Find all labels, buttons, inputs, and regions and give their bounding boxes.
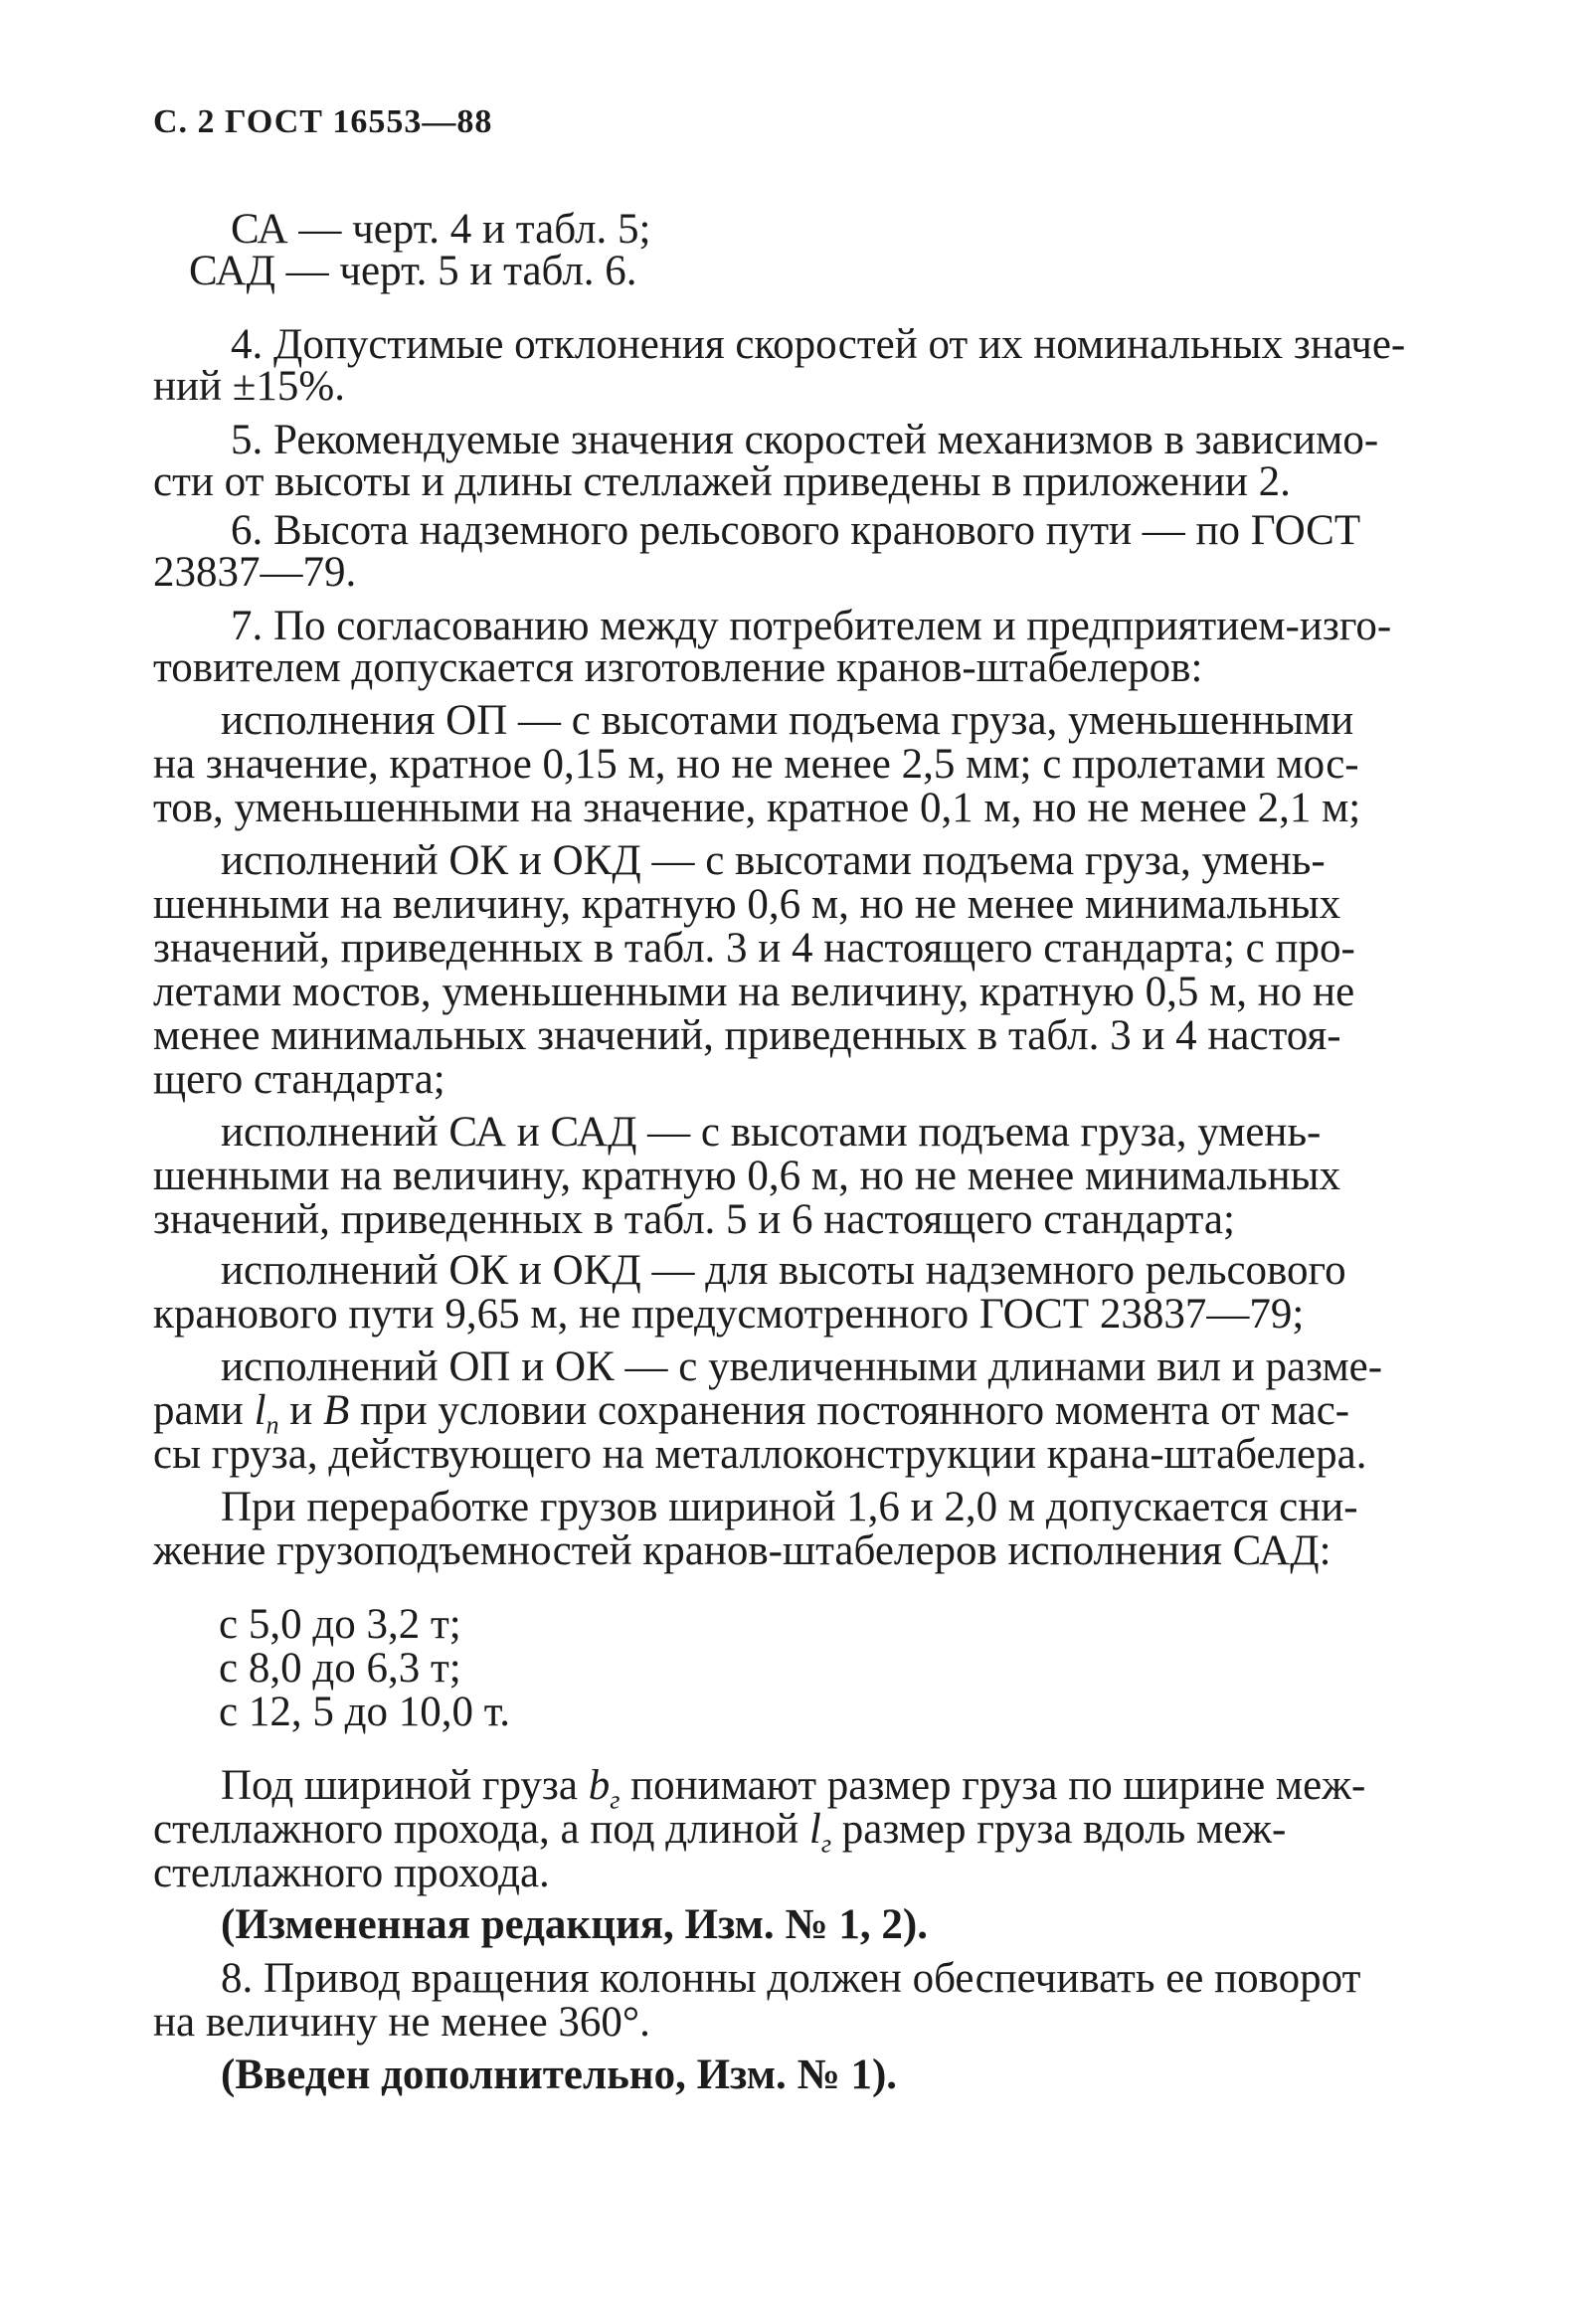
list-item-c3: с 12, 5 до 10,0 т. xyxy=(219,1689,511,1735)
op-line-3: тов, уменьшенными на значение, кратное 0,1 м, но не менее 2,1 м; xyxy=(153,785,1361,831)
ok-line-3: значений, приведенных в табл. 3 и 4 настоящего стандарта; с про- xyxy=(153,925,1355,972)
ok-line-5: менее минимальных значений, приведенных в табл. 3 и 4 настоя- xyxy=(153,1012,1341,1059)
opok-line-2 xyxy=(153,1387,1350,1440)
symbol-b: b xyxy=(588,1762,611,1809)
amendment-note-1: (Измененная редакция, Изм. № 1, 2). xyxy=(221,1901,928,1948)
op-line-1: исполнения ОП — с высотами подъема груза, уменьшенными xyxy=(221,697,1354,744)
pod-line-1 xyxy=(221,1762,1366,1815)
paragraph-8-line-2: на величину не менее 360°. xyxy=(153,1999,650,2046)
pod-line-2-start: стеллажного прохода, а под длиной xyxy=(153,1806,799,1853)
okd-line-2: кранового пути 9,65 м, не предусмотренного ГОСТ 23837—79; xyxy=(153,1291,1305,1338)
symbol-l: l xyxy=(254,1387,266,1434)
symbol-l-sub: п xyxy=(266,1410,279,1440)
paragraph-4-line-2: ний ±15%. xyxy=(153,363,345,410)
pod-line-1-end: понимают размер груза по ширине меж- xyxy=(630,1762,1366,1809)
opok-line-2-and: и xyxy=(289,1387,313,1434)
symbol-b-sub: г xyxy=(610,1785,621,1815)
paragraph-6-line-2: 23837—79. xyxy=(153,549,357,596)
paragraph-6-line-1: 6. Высота надземного рельсового кранового пути — по ГОСТ xyxy=(231,507,1361,554)
paragraph-8-line-1: 8. Привод вращения колонны должен обеспечивать ее поворот xyxy=(221,1955,1361,2002)
pod-line-3: стеллажного прохода. xyxy=(153,1850,550,1896)
pod-line-2 xyxy=(153,1806,1287,1859)
paragraph-7-line-2: товителем допускается изготовление кранов-штабелеров: xyxy=(153,644,1203,691)
opok-line-2-end: при условии сохранения постоянного момента от мас- xyxy=(360,1387,1350,1434)
okd-line-1: исполнений ОК и ОКД — для высоты надземного рельсового xyxy=(221,1247,1346,1294)
opok-line-3: сы груза, действующего на металлоконструкции крана-штабелера. xyxy=(153,1431,1367,1478)
text: 4. Допустимые отклонения скоростей от их номинальных значе- xyxy=(231,321,1406,368)
op-line-2: на значение, кратное 0,15 м, но не менее 2,5 мм; с пролетами мос- xyxy=(153,741,1359,788)
sa-line-3: значений, приведенных в табл. 5 и 6 настоящего стандарта; xyxy=(153,1196,1235,1243)
symbol-lg-sub: г xyxy=(820,1829,831,1859)
list-item-c2: с 8,0 до 6,3 т; xyxy=(219,1645,461,1692)
pr-line-1: При переработке грузов шириной 1,6 и 2,0 м допускается сни- xyxy=(221,1484,1358,1530)
ok-line-1: исполнений ОК и ОКД — с высотами подъема груза, умень- xyxy=(221,837,1326,884)
symbol-lg: l xyxy=(808,1806,821,1853)
symbol-B: B xyxy=(323,1387,350,1434)
page-header: С. 2 ГОСТ 16553—88 xyxy=(153,103,493,140)
opok-line-2-start: рами xyxy=(153,1387,244,1434)
paragraph-5-line-2: сти от высоты и длины стеллажей приведены в приложении 2. xyxy=(153,458,1291,505)
opok-line-1: исполнений ОП и ОК — с увеличенными длинами вил и разме- xyxy=(221,1343,1383,1390)
sa-line-2: шенными на величину, кратную 0,6 м, но не менее минимальных xyxy=(153,1153,1341,1199)
pod-line-2-end: размер груза вдоль меж- xyxy=(841,1806,1287,1853)
sa-line-1: исполнений СА и САД — с высотами подъема груза, умень- xyxy=(221,1109,1322,1156)
list-item-cad: САД — черт. 5 и табл. 6. xyxy=(189,248,637,294)
ok-line-6: щего стандарта; xyxy=(153,1056,445,1103)
list-item-c1: с 5,0 до 3,2 т; xyxy=(219,1601,461,1648)
pod-line-1-start: Под шириной груза xyxy=(221,1762,578,1809)
paragraph-7-line-1: 7. По согласованию между потребителем и предприятием-изго- xyxy=(231,603,1392,649)
paragraph-4-line-1 xyxy=(231,321,1515,369)
paragraph-5-line-1: 5. Рекомендуемые значения скоростей механизмов в зависимо- xyxy=(231,417,1379,463)
pr-line-2: жение грузоподъемностей кранов-штабелеров исполнения САД: xyxy=(153,1527,1331,1574)
ok-line-4: летами мостов, уменьшенными на величину, кратную 0,5 м, но не xyxy=(153,969,1355,1015)
ok-line-2: шенными на величину, кратную 0,6 м, но не менее минимальных xyxy=(153,881,1341,928)
symbol-b-g xyxy=(588,1762,621,1815)
symbol-l-g xyxy=(808,1806,831,1859)
amendment-note-2: (Введен дополнительно, Изм. № 1). xyxy=(221,2052,898,2098)
list-item-ca: СА — черт. 4 и табл. 5; xyxy=(231,206,651,253)
symbol-l-p xyxy=(254,1387,279,1440)
